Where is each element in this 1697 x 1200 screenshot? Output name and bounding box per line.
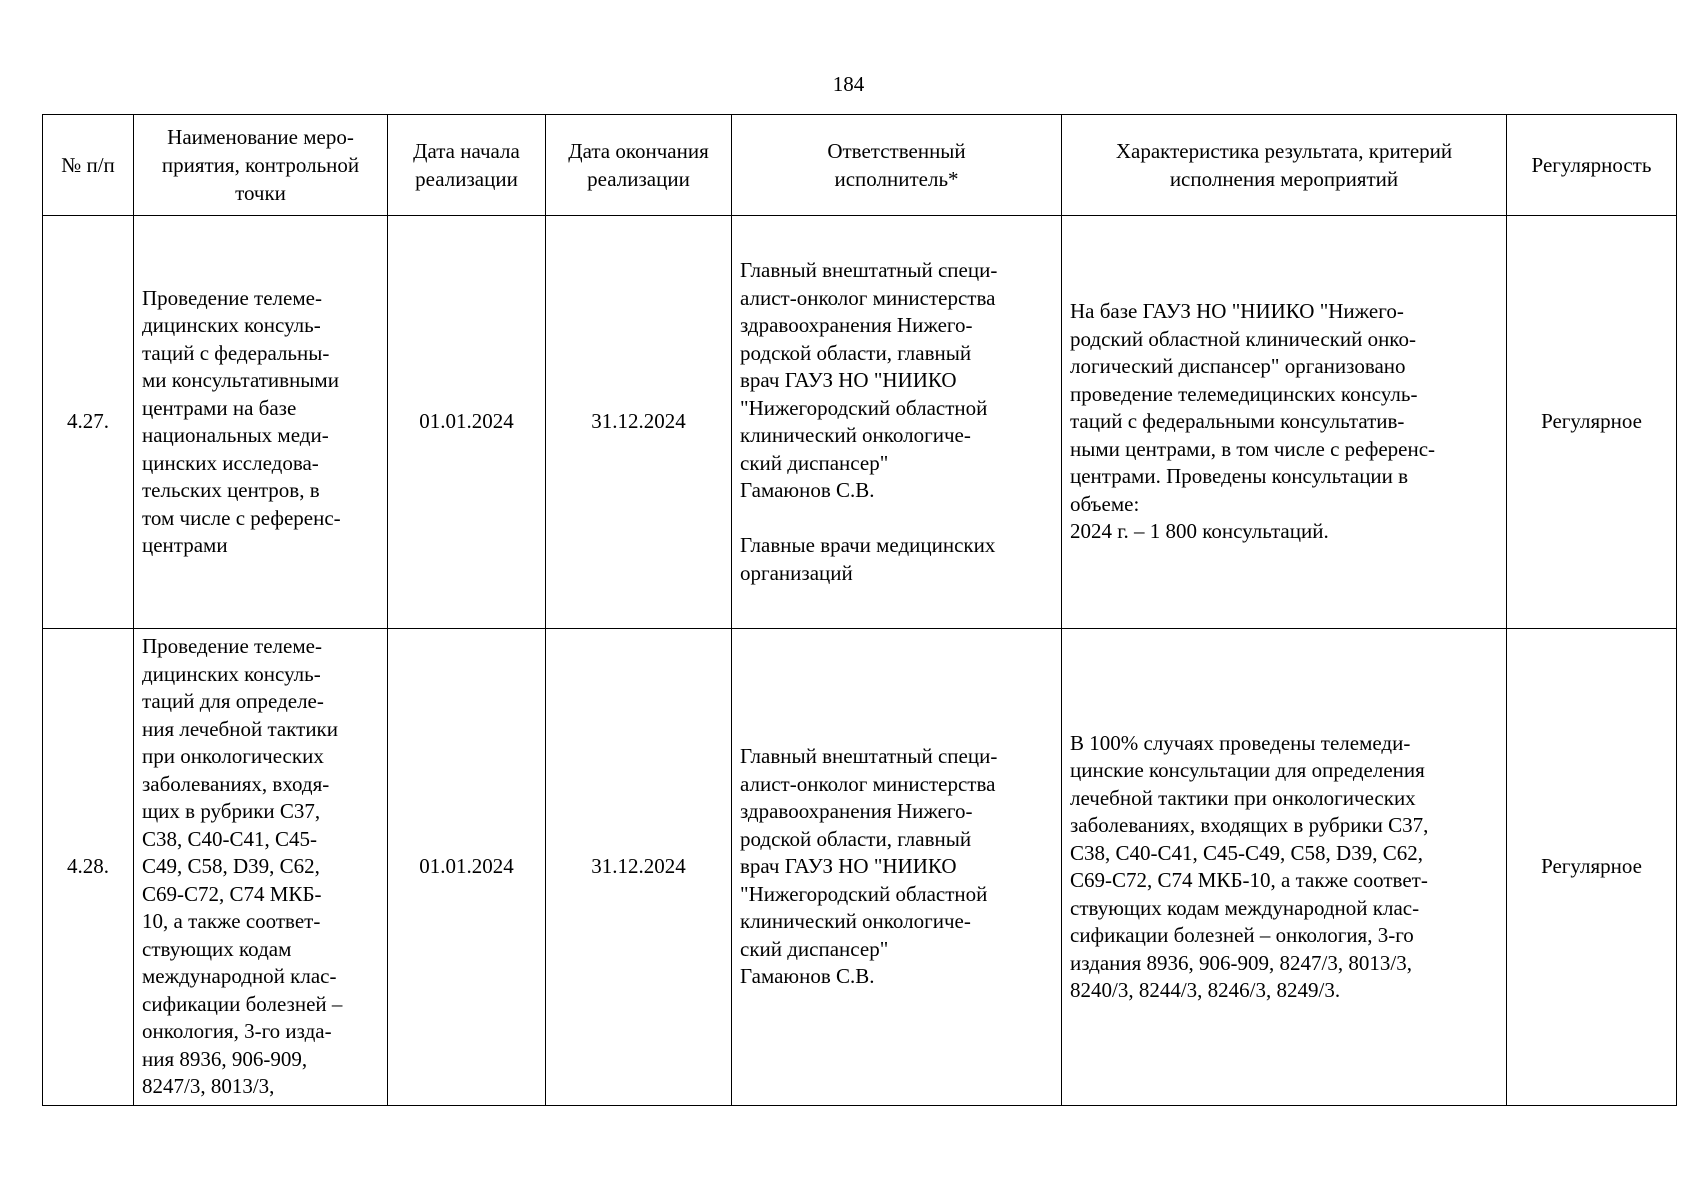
header-regularity: Регулярность [1507, 115, 1677, 216]
text-line: центрами [142, 533, 228, 557]
text-line: врач ГАУЗ НО "НИИКО [740, 854, 957, 879]
text-line: С38, С40-С41, С45- [142, 826, 318, 851]
text-line: С49, С58, D39, С62, [142, 854, 320, 879]
table-row [43, 216, 1677, 629]
end-date: 31.12.2024 [546, 629, 732, 1106]
header-start-date [388, 115, 546, 216]
page-number: 184 [832, 72, 865, 96]
text-line: издания 8936, 906-909, 8247/3, 8013/3, [1070, 950, 1412, 975]
text-line: Главный внештатный специ- [740, 744, 998, 769]
regularity: Регулярное [1507, 216, 1677, 629]
text-line: алист-онколог министерства [740, 771, 996, 796]
text-line: при онкологических [142, 744, 324, 769]
text-line: 2024 г. – 1 800 консультаций. [1070, 519, 1329, 544]
text-line: здравоохранения Нижего- [740, 799, 973, 824]
text-line: сификации болезней – онкология, 3-го [1070, 923, 1414, 947]
text-line: ния 8936, 906-909, [142, 1046, 308, 1071]
text-line: клинический онкологиче- [740, 909, 971, 934]
header-activity-name [134, 115, 388, 216]
text-line: ния лечебной тактики [142, 716, 338, 741]
text-line: С38, С40-С41, С45-С49, С58, D39, С62, [1070, 840, 1423, 865]
header-end-date [546, 115, 732, 216]
text-line: Главные врачи медицинских [740, 533, 996, 557]
text-line: заболеваниях, входящих в рубрики С37, [1070, 813, 1429, 837]
text-line: центрами на базе [142, 395, 297, 420]
text-line: точки [235, 181, 286, 205]
text-line: ными центрами, в том числе с референс- [1070, 436, 1436, 461]
responsible-executor [732, 216, 1062, 629]
text-line: На базе ГАУЗ НО "НИИКО "Нижего- [1070, 299, 1404, 324]
text-line: Гамаюнов С.В. [740, 478, 875, 502]
activities-table [42, 114, 1677, 1106]
text-line: исполнения мероприятий [1169, 167, 1399, 191]
responsible-executor [732, 629, 1062, 1106]
text-line: цинских исследова- [142, 450, 319, 475]
regularity: Регулярное [1507, 629, 1677, 1106]
text-line: Проведение телеме- [142, 634, 322, 659]
table-header-row [43, 115, 1677, 216]
text-line: 10, а также соответ- [142, 909, 321, 934]
text-line: международной клас- [142, 964, 337, 989]
table-row [43, 629, 1677, 1106]
text-line: таций с федеральными консультатив- [1070, 409, 1405, 434]
result-description [1062, 629, 1507, 1106]
text-line: логический диспансер" организовано [1070, 354, 1406, 379]
text-line: сификации болезней – [142, 991, 343, 1016]
text-line: таций с федеральны- [142, 340, 330, 365]
responsible-main [740, 257, 1053, 505]
text-line: тельских центров, в [142, 478, 320, 502]
text-line: врач ГАУЗ НО "НИИКО [740, 368, 957, 392]
start-date: 01.01.2024 [388, 629, 546, 1106]
result-description [1062, 216, 1507, 629]
text-line: Ответственный [827, 139, 966, 163]
text-line: реализации [415, 167, 518, 191]
header-number: № п/п [43, 115, 134, 216]
text-line: реализации [587, 167, 690, 191]
text-line: родской области, главный [740, 826, 972, 851]
paragraph-gap [740, 505, 1053, 533]
text-line: щих в рубрики С37, [142, 799, 321, 824]
text-line: дицинских консуль- [142, 313, 321, 337]
start-date: 01.01.2024 [388, 216, 546, 629]
activity-name [134, 216, 388, 629]
text-line: исполнитель* [834, 167, 959, 191]
text-line: заболеваниях, входя- [142, 771, 330, 796]
text-line: Дата начала [413, 139, 520, 163]
text-line: Наименование меро- [167, 125, 354, 149]
text-line: ский диспансер" [740, 936, 889, 961]
row-number: 4.28. [43, 629, 134, 1106]
text-line: "Нижегородский областной [740, 881, 988, 906]
text-line: центрами. Проведены консультации в [1070, 464, 1409, 489]
text-line: В 100% случаях проведены телемеди- [1070, 730, 1411, 755]
text-line: приятия, контрольной [161, 153, 360, 177]
text-line: Гамаюнов С.В. [740, 964, 875, 989]
text-line: объеме: [1070, 491, 1140, 516]
activity-name [134, 629, 388, 1106]
text-line: онкология, 3-го изда- [142, 1019, 332, 1044]
text-line: проведение телемедицинских консуль- [1070, 381, 1418, 406]
text-line: Дата окончания [568, 139, 709, 163]
text-line: таций для определе- [142, 689, 324, 714]
text-line: ский диспансер" [740, 450, 889, 475]
text-line: ствующих кодам [142, 936, 292, 961]
text-line: 8247/3, 8013/3, [142, 1074, 275, 1099]
text-line: "Нижегородский областной [740, 395, 988, 420]
text-line: здравоохранения Нижего- [740, 313, 973, 337]
text-line: родской области, главный [740, 340, 972, 365]
text-line: 8240/3, 8244/3, 8246/3, 8249/3. [1070, 978, 1341, 1002]
row-number: 4.27. [43, 216, 134, 629]
text-line: алист-онколог министерства [740, 285, 996, 310]
text-line: том числе с референс- [142, 505, 341, 530]
text-line: С69-С72, С74 МКБ- [142, 881, 322, 906]
responsible-extra [740, 532, 1053, 587]
text-line: организаций [740, 560, 853, 585]
header-responsible [732, 115, 1062, 216]
text-line: ствующих кодам международной клас- [1070, 895, 1420, 920]
text-line: ми консультативными [142, 368, 339, 392]
text-line: Характеристика результата, критерий [1115, 139, 1453, 163]
header-result [1062, 115, 1507, 216]
text-line: лечебной тактики при онкологических [1070, 785, 1416, 810]
text-line: родский областной клинический онко- [1070, 326, 1416, 351]
text-line: клинический онкологиче- [740, 423, 971, 447]
text-line: цинские консультации для определения [1070, 758, 1425, 782]
text-line: Проведение телеме- [142, 285, 322, 310]
end-date: 31.12.2024 [546, 216, 732, 629]
text-line: национальных меди- [142, 423, 329, 447]
text-line: Главный внештатный специ- [740, 258, 998, 282]
text-line: дицинских консуль- [142, 661, 321, 686]
text-line: С69-С72, С74 МКБ-10, а также соответ- [1070, 868, 1428, 892]
